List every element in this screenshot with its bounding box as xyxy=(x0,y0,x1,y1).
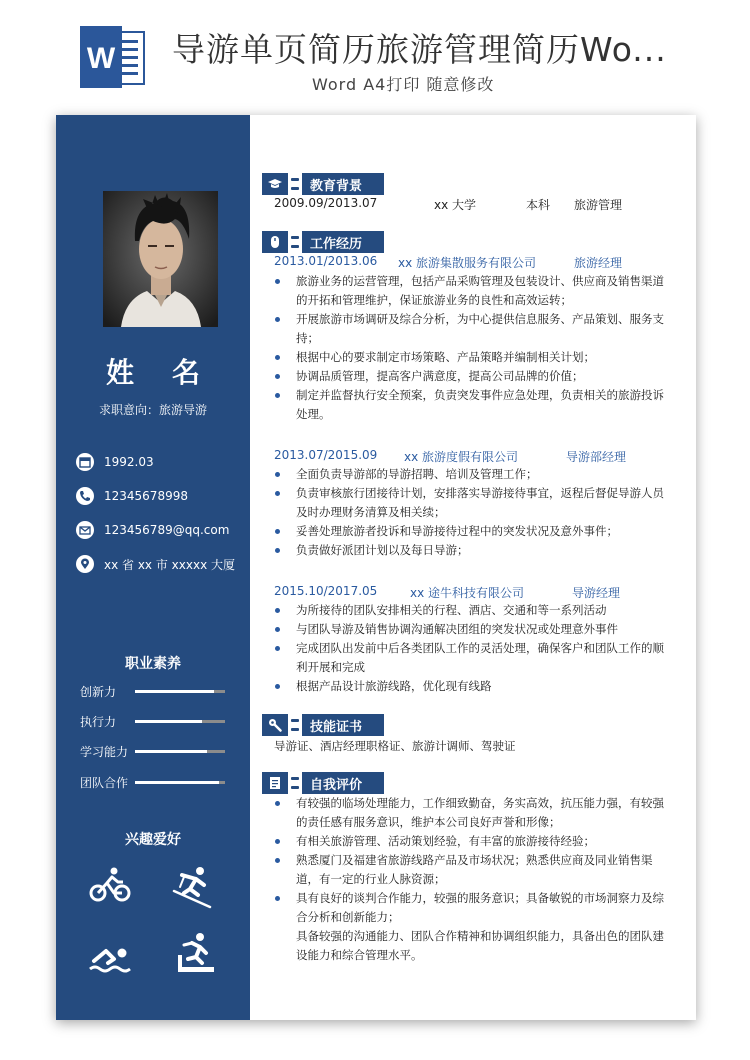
list-item: 协调品质管理，提高客户满意度，提高公司品牌的价值； xyxy=(274,367,679,386)
list-item: 设能力和综合管理水平。 xyxy=(296,948,423,962)
graduation-cap-icon xyxy=(262,173,288,195)
skill-bar xyxy=(80,683,230,699)
list-item: 合分析和创新能力； xyxy=(296,910,400,924)
contact-text: 1992.03 xyxy=(104,455,154,469)
list-item: 全面负责导游部的导游招聘、培训及管理工作； xyxy=(274,465,679,484)
list-item: 开展旅游市场调研及综合分析，为中心提供信息服务、产品策划、服务支 xyxy=(274,310,679,329)
contact-text: xx 省 xx 市 xxxxx 大厦 xyxy=(104,557,235,572)
job-intent: 求职意向：旅游导游 xyxy=(98,403,207,417)
job-company: xx 旅游集散服务有限公司 xyxy=(398,256,537,270)
skill-track xyxy=(135,750,225,753)
hobbies-heading: 兴趣爱好 xyxy=(125,832,181,848)
list-item: 为所接待的团队安排相关的行程、酒店、交通和等一系列活动 xyxy=(274,601,679,620)
binder-pin xyxy=(288,173,302,195)
list-item: 持； xyxy=(296,331,319,345)
job-position: 导游部经理 xyxy=(566,450,627,464)
profile-photo xyxy=(103,191,218,327)
skiing-icon xyxy=(170,865,214,909)
job-period: 2015.10/2017.05 xyxy=(274,584,378,598)
education-degree: 本科 xyxy=(526,198,551,212)
self-evaluation-list xyxy=(274,794,679,965)
list-item: 处理。 xyxy=(296,407,331,421)
resume-main xyxy=(250,115,696,1020)
svg-text:W: W xyxy=(86,42,116,75)
list-item: 熟悉厦门及福建省旅游线路产品及市场状况；熟悉供应商及同业销售渠 xyxy=(274,851,679,870)
education-school: xx 大学 xyxy=(434,198,477,212)
document-subtitle: Word A4打印 随意修改 xyxy=(312,75,495,94)
document-header xyxy=(0,0,750,108)
document-icon xyxy=(262,772,288,794)
job-company: xx 途牛科技有限公司 xyxy=(410,586,525,600)
skill-fill xyxy=(135,720,202,723)
skills-cert-section-title: 技能证书 xyxy=(262,714,384,736)
cycling-icon xyxy=(88,863,132,907)
contact-text: 123456789@qq.com xyxy=(104,523,230,537)
list-item: 旅游业务的运营管理，包括产品采购管理及包装设计、供应商及销售渠道 xyxy=(274,272,679,291)
education-section-title: 教育背景 xyxy=(262,173,384,195)
list-item: 的开拓和管理维护，保证旅游业务的良性和高效运转； xyxy=(296,293,572,307)
job-position: 旅游经理 xyxy=(574,256,623,270)
calendar-icon xyxy=(76,453,94,471)
binder-pin xyxy=(288,231,302,253)
job-duties xyxy=(274,601,679,696)
contact-address xyxy=(76,553,235,575)
work-section-title: 工作经历 xyxy=(262,231,384,253)
certificates-text: 导游证、酒店经理职格证、旅游计调师、驾驶证 xyxy=(274,739,516,753)
candidate-name: 姓名 xyxy=(105,356,238,389)
skill-label: 学习能力 xyxy=(80,745,129,759)
list-item: 具备较强的沟通能力、团队合作精神和协调组织能力，具备出色的团队建 xyxy=(296,929,664,943)
resume-sidebar xyxy=(56,115,250,1020)
word-icon xyxy=(78,22,148,92)
list-item: 具有良好的谈判合作能力，较强的服务意识；具备敏锐的市场洞察力及综 xyxy=(274,889,679,908)
contact-phone xyxy=(76,485,188,507)
list-item: 负责做好派团计划以及每日导游； xyxy=(274,541,679,560)
list-item: 及时办理财务清算及相关续； xyxy=(296,505,446,519)
email-icon xyxy=(76,521,94,539)
document-title: 导游单页简历旅游管理简历Wo... xyxy=(172,30,667,69)
binder-pin xyxy=(288,714,302,736)
skill-track xyxy=(135,720,225,723)
list-item: 与团队导游及销售协调沟通解决团组的突发状况或处理意外事件 xyxy=(274,620,679,639)
list-item: 负责审核旅行团接待计划，安排落实导游接待事宜，返程后督促导游人员 xyxy=(274,484,679,503)
list-item: 的责任感有服务意识，维护本公司良好声誉和形像； xyxy=(296,815,561,829)
swimming-icon xyxy=(88,937,132,981)
education-major: 旅游管理 xyxy=(574,198,623,212)
job-duties xyxy=(274,465,679,560)
contact-birthdate xyxy=(76,451,154,473)
contact-text: 12345678998 xyxy=(104,489,188,503)
skill-label: 执行力 xyxy=(80,715,117,729)
list-item: 根据产品设计旅游线路，优化现有线路 xyxy=(274,677,679,696)
skill-bar xyxy=(80,774,230,790)
skateboarding-icon xyxy=(174,931,218,975)
job-company: xx 旅游度假有限公司 xyxy=(404,450,519,464)
wrench-icon xyxy=(262,714,288,736)
list-item: 妥善处理旅游者投诉和导游接待过程中的突发状况及意外事件； xyxy=(274,522,679,541)
phone-icon xyxy=(76,487,94,505)
job-period: 2013.01/2013.06 xyxy=(274,254,378,268)
education-period: 2009.09/2013.07 xyxy=(274,196,378,210)
list-item: 利开展和完成 xyxy=(296,660,365,674)
list-item: 有较强的临场处理能力，工作细致勤奋，务实高效，抗压能力强，有较强 xyxy=(274,794,679,813)
skill-bar xyxy=(80,743,230,759)
skill-fill xyxy=(135,781,219,784)
list-item: 完成团队出发前中后各类团队工作的灵活处理，确保客户和团队工作的顺 xyxy=(274,639,679,658)
list-item: 道，有一定的行业人脉资源； xyxy=(296,872,446,886)
list-item: 制定并监督执行安全预案，负责突发事件应急处理，负责相关的旅游投诉 xyxy=(274,386,679,405)
list-item: 有相关旅游管理、活动策划经验，有丰富的旅游接待经验； xyxy=(274,832,679,851)
list-item: 根据中心的要求制定市场策略、产品策略并编制相关计划； xyxy=(274,348,679,367)
skills-heading: 职业素养 xyxy=(125,656,181,672)
skill-label: 创新力 xyxy=(80,685,117,699)
job-duties xyxy=(274,272,679,424)
skill-label: 团队合作 xyxy=(80,776,129,790)
binder-pin xyxy=(288,772,302,794)
resume-page xyxy=(56,115,696,1020)
mouse-icon xyxy=(262,231,288,253)
skill-fill xyxy=(135,750,207,753)
self-eval-section-title: 自我评价 xyxy=(262,772,384,794)
skill-bar xyxy=(80,713,230,729)
skill-track xyxy=(135,781,225,784)
job-period: 2013.07/2015.09 xyxy=(274,448,378,462)
contact-email xyxy=(76,519,229,541)
location-icon xyxy=(76,555,94,573)
skill-fill xyxy=(135,690,214,693)
skill-track xyxy=(135,690,225,693)
job-position: 导游经理 xyxy=(572,586,621,600)
